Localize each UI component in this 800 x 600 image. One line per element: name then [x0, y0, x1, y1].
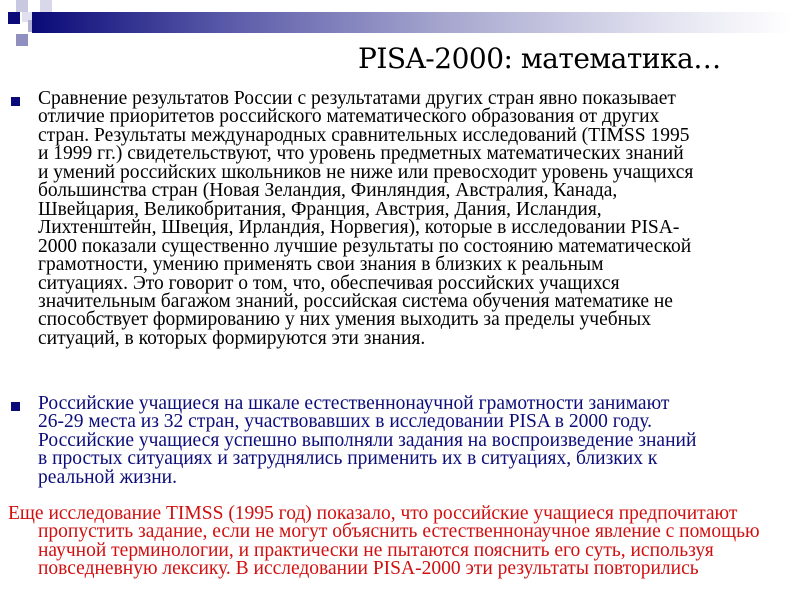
text-line: большинства стран (Новая Зеландия, Финляндия, Австралия, Канада, — [38, 180, 618, 202]
text-line: в простых ситуациях и затруднялись применить их в ситуациях, близких к — [38, 448, 658, 470]
text-line: Швейцария, Великобритания, Франция, Австрия, Дания, Исландия, — [38, 198, 602, 220]
decor-square — [16, 34, 28, 46]
text-line: Лихтенштейн, Швеция, Ирландия, Норвегия), которые в исследовании PISA- — [38, 217, 680, 239]
paragraph-science-literacy — [38, 395, 696, 487]
text-line: Российские учащиеся на шкале естественнонаучной грамотности занимают — [38, 393, 670, 414]
decor-square — [16, 0, 28, 12]
text-line: грамотности, умению применять свои знания в близких к реальным — [38, 254, 604, 276]
text-line: пропустить задание, если не могут объяснить естественнонаучное явление с помощью — [38, 521, 760, 543]
text-line: Российские учащиеся успешно выполняли задания на воспроизведение знаний — [38, 429, 697, 451]
square-bullet-icon — [11, 402, 20, 411]
decor-square — [8, 12, 20, 24]
text-line: реальной жизни. — [38, 466, 177, 488]
text-line: научной терминологии, и практически не пытаются пояснить его суть, используя — [38, 539, 714, 561]
paragraph-comparison — [38, 90, 693, 348]
text-line: стран. Результаты международных сравнительных исследований (TIMSS 1995 — [38, 124, 690, 146]
text-line: ситуациях. Это говорит о том, что, обеспечивая российских учащихся — [38, 272, 620, 294]
slide-title: PISA-2000: математика… — [358, 42, 721, 75]
square-bullet-icon — [11, 97, 20, 106]
paragraph-timss-note — [8, 505, 760, 579]
text-line: 26-29 места из 32 стран, участвовавших в исследовании PISA в 2000 году. — [38, 411, 653, 433]
text-line: повседневную лексику. В исследовании PISA-2000 эти результаты повторились — [38, 558, 699, 580]
text-line: 2000 показали существенно лучшие результаты по состоянию математической — [38, 235, 692, 257]
header-gradient-bar — [32, 12, 792, 33]
text-line: Сравнение результатов России с результатами других стран явно показывает — [38, 88, 676, 109]
text-line: способствует формированию у них умения выходить за пределы учебных — [38, 309, 651, 331]
text-line: отличие приоритетов российского математического образования от других — [38, 106, 660, 128]
text-line: значительным багажом знаний, российская система обучения математике не — [38, 290, 673, 312]
text-line: ситуаций, в которых формируются эти знания. — [38, 327, 426, 349]
decor-square — [40, 0, 52, 12]
text-line: и 1999 гг.) свидетельствуют, что уровень предметных математических знаний — [38, 143, 684, 165]
text-line: Еще исследование TIMSS (1995 год) показало, что российские учащиеся предпочитают — [8, 503, 738, 524]
text-line: и умений российских школьников не ниже или превосходит уровень учащихся — [38, 161, 694, 183]
